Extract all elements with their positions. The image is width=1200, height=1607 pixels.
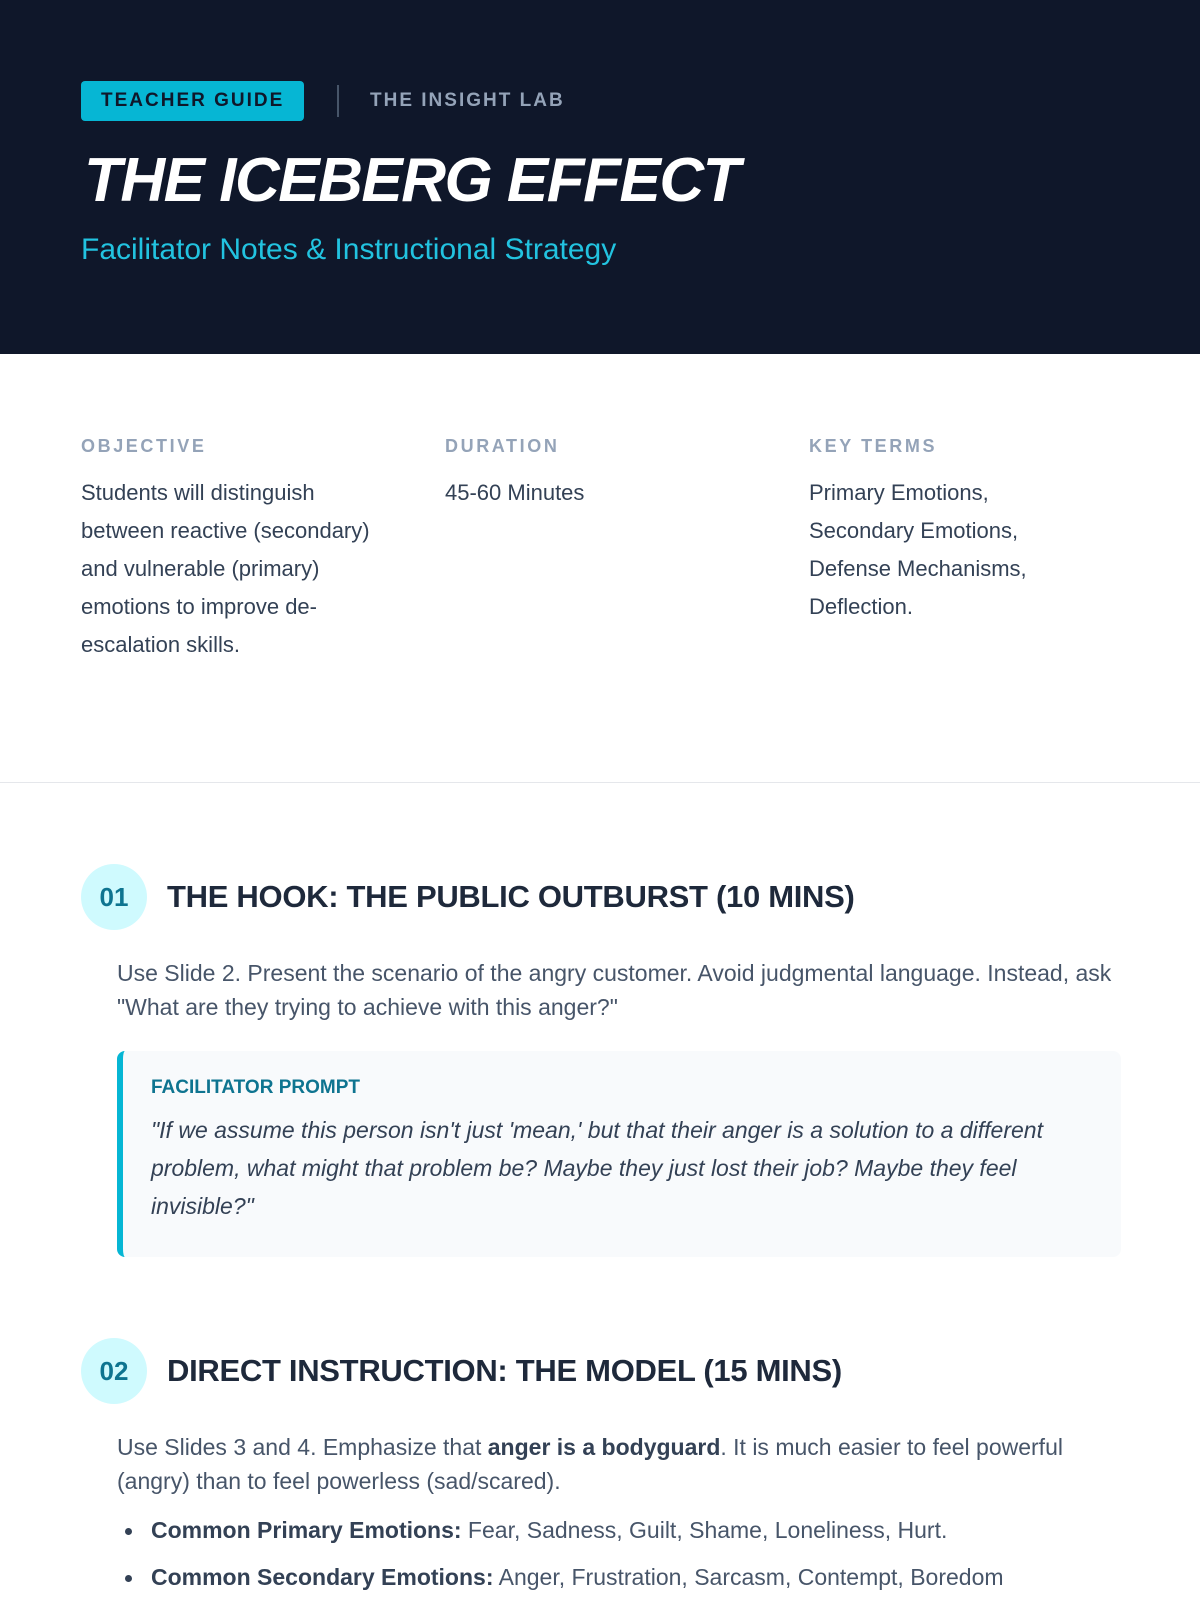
step-number-badge: 01 [81,864,147,930]
facilitator-prompt-callout [117,1051,1121,1257]
organization-name: THE INSIGHT LAB [370,90,565,111]
step-title: DIRECT INSTRUCTION: THE MODEL (15 MINS) [167,1353,842,1388]
emotion-list [117,1513,1117,1607]
step-body-text: . It is much easier to feel powerful (angry) than to feel powerless (sad/scared). [117,1434,1063,1494]
key-terms-section [809,434,1129,626]
duration-label: DURATION [445,436,560,456]
header-banner [0,0,1200,354]
step-02 [81,1338,1121,1600]
list-item-text: Fear, Sadness, Guilt, Shame, Loneliness, Hurt. [461,1517,948,1543]
list-item-text: Anger, Frustration, Sarcasm, Contempt, Boredom [493,1564,1004,1590]
duration-section [445,434,765,512]
teacher-guide-badge: TEACHER GUIDE [81,81,304,121]
key-terms-label: KEY TERMS [809,436,938,456]
step-01 [81,864,1121,1264]
facilitator-prompt-text: "If we assume this person isn't just 'mean,' but that their anger is a solution to a different problem, what might that problem be? Maybe they just lost their job? Maybe they feel invisible?" [151,1117,1043,1219]
objective-label: OBJECTIVE [81,436,207,456]
step-number-badge: 02 [81,1338,147,1404]
section-divider [0,782,1200,783]
step-body-text: Use Slides 3 and 4. Emphasize that [117,1434,488,1460]
step-title: THE HOOK: THE PUBLIC OUTBURST (10 MINS) [167,879,855,914]
objective-section [81,434,401,664]
step-body-emphasis: anger is a bodyguard [487,1434,721,1460]
step-body: Use Slide 2. Present the scenario of the angry customer. Avoid judgmental language. Instead, ask "What are they trying to achieve with this anger?" [117,960,1112,1020]
key-terms-text: Primary Emotions, Secondary Emotions, Defense Mechanisms, Deflection. [809,480,1027,619]
page-title: THE ICEBERG EFFECT [84,146,740,215]
facilitator-prompt-label: FACILITATOR PROMPT [151,1077,360,1098]
list-item [117,1560,1117,1594]
list-item-term: Common Primary Emotions: [151,1517,462,1543]
objective-text: Students will distinguish between reactive (secondary) and vulnerable (primary) emotions to improve de-escalation skills. [81,480,370,657]
duration-text: 45-60 Minutes [445,480,585,505]
list-item [117,1513,1117,1547]
step-body [117,1430,1117,1498]
page-subtitle: Facilitator Notes & Instructional Strategy [81,233,617,266]
list-item-term: Common Secondary Emotions: [151,1564,494,1590]
header-separator [337,85,339,117]
